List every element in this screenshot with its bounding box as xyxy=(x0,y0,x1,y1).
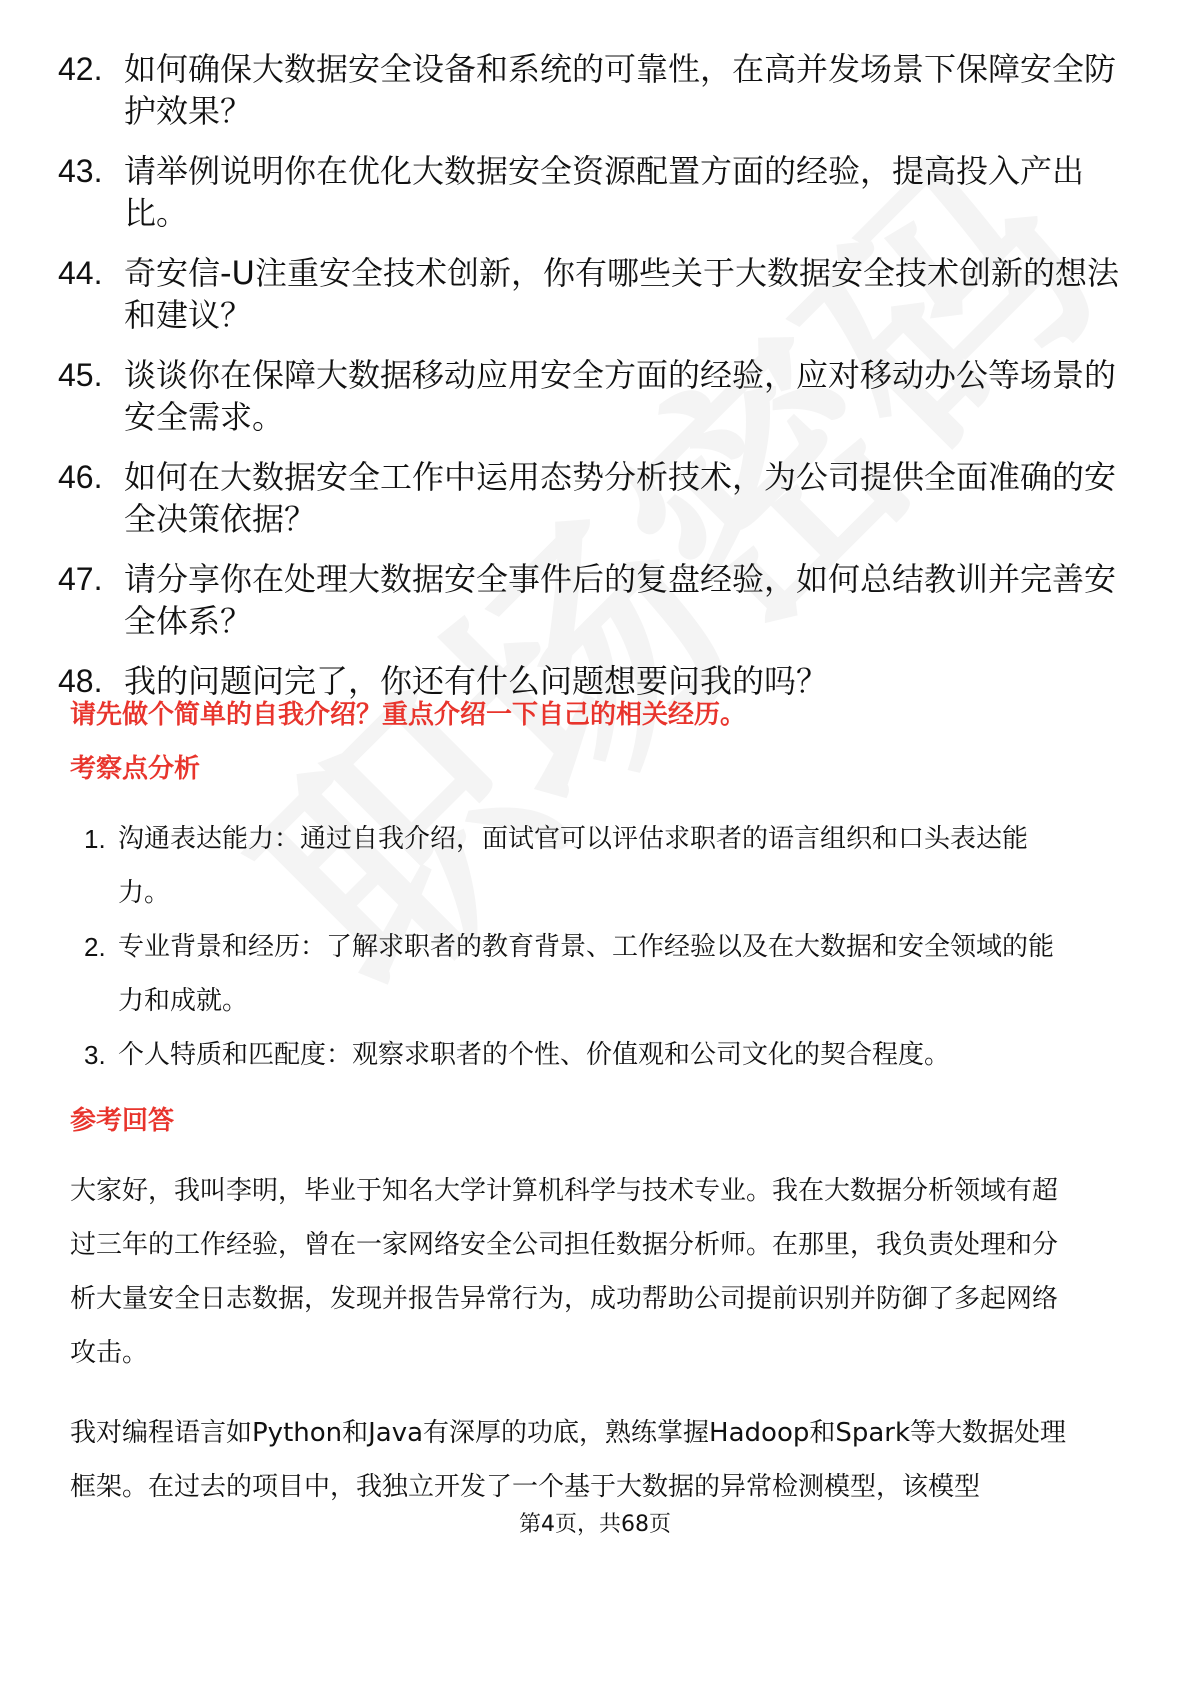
question-number: 46. xyxy=(58,459,103,495)
list-number: 1. xyxy=(84,824,106,854)
question-number: 44. xyxy=(58,255,103,291)
question-text: 谈谈你在保障大数据移动应用安全方面的经验，应对移动办公等场景的安全需求。 xyxy=(124,356,1117,436)
list-number: 3. xyxy=(84,1040,106,1070)
page-footer: 第4页，共68页 xyxy=(519,1512,671,1537)
question-list xyxy=(58,48,1138,720)
question-text: 如何确保大数据安全设备和系统的可靠性，在高并发场景下保障安全防护效果？ xyxy=(124,50,1117,130)
list-number: 2. xyxy=(84,932,106,962)
question-number: 48. xyxy=(58,663,103,699)
question-number: 43. xyxy=(58,153,103,189)
section-question: 请先做个简单的自我介绍？重点介绍一下自己的相关经历。 xyxy=(70,700,747,730)
list-item xyxy=(84,812,1114,920)
list-item xyxy=(84,920,1114,1028)
list-text: 沟通表达能力：通过自我介绍，面试官可以评估求职者的语言组织和口头表达能力。 xyxy=(118,824,1029,908)
answer-heading: 参考回答 xyxy=(70,1106,175,1136)
question-text: 奇安信-U注重安全技术创新，你有哪些关于大数据安全技术创新的想法和建议？ xyxy=(124,254,1119,334)
question-text: 如何在大数据安全工作中运用态势分析技术，为公司提供全面准确的安全决策依据？ xyxy=(124,458,1117,538)
question-number: 42. xyxy=(58,51,103,87)
question-text: 请举例说明你在优化大数据安全资源配置方面的经验，提高投入产出比。 xyxy=(124,152,1085,232)
question-item xyxy=(58,252,1138,336)
question-item xyxy=(58,354,1138,438)
answer-paragraph: 我对编程语言如Python和Java有深厚的功底，熟练掌握Hadoop和Spark等大数据处理框架。在过去的项目中，我独立开发了一个基于大数据的异常检测模型，该模型 xyxy=(70,1418,1067,1502)
analysis-list xyxy=(84,812,1114,1082)
answer-paragraph: 大家好，我叫李明，毕业于知名大学计算机科学与技术专业。我在大数据分析领域有超过三年的工作经验，曾在一家网络安全公司担任数据分析师。在那里，我负责处理和分析大量安全日志数据，发现并报告异常行为，成功帮助公司提前识别并防御了多起网络攻击。 xyxy=(70,1176,1059,1368)
question-text: 请分享你在处理大数据安全事件后的复盘经验，如何总结教训并完善安全体系？ xyxy=(124,560,1117,640)
question-text: 我的问题问完了，你还有什么问题想要问我的吗？ xyxy=(124,662,829,700)
question-item xyxy=(58,48,1138,132)
question-item xyxy=(58,660,1138,702)
question-item xyxy=(58,456,1138,540)
question-item xyxy=(58,150,1138,234)
list-text: 个人特质和匹配度：观察求职者的个性、价值观和公司文化的契合程度。 xyxy=(118,1040,951,1070)
list-item xyxy=(84,1028,1114,1082)
question-number: 45. xyxy=(58,357,103,393)
question-item xyxy=(58,558,1138,642)
analysis-heading: 考察点分析 xyxy=(70,754,201,784)
question-number: 47. xyxy=(58,561,103,597)
list-text: 专业背景和经历：了解求职者的教育背景、工作经验以及在大数据和安全领域的能力和成就。 xyxy=(118,932,1055,1016)
